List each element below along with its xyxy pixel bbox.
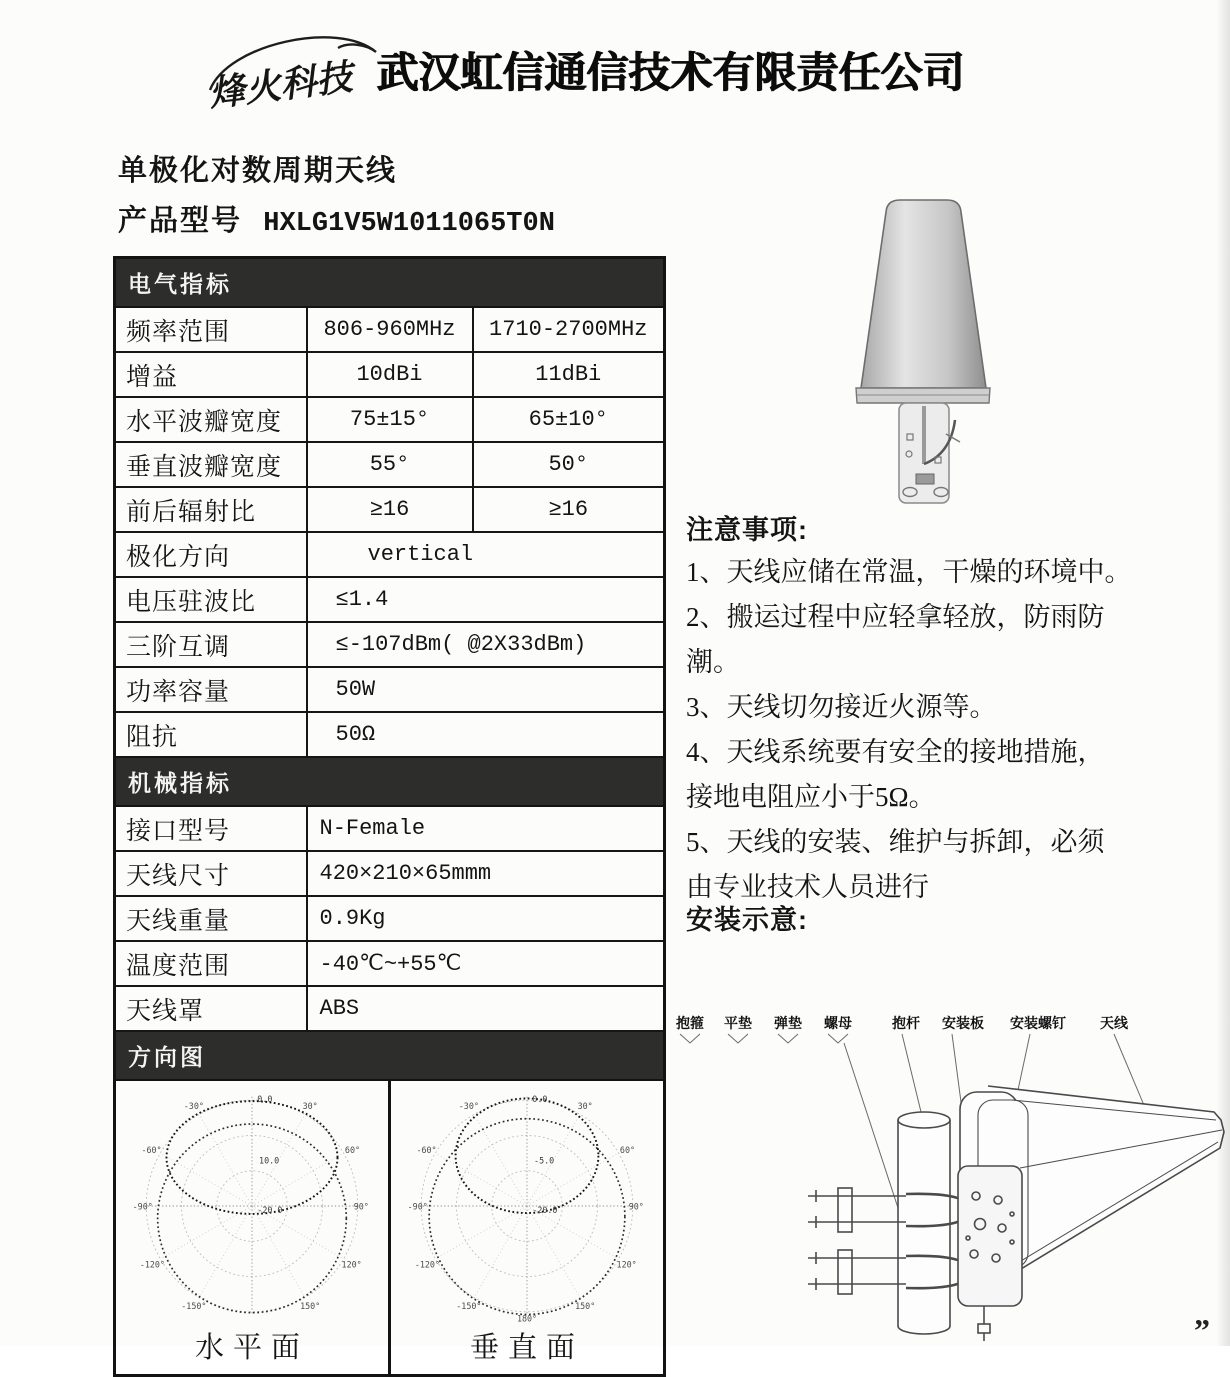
spec-label: 温度范围 xyxy=(115,941,307,986)
svg-text:抱箍: 抱箍 xyxy=(676,1017,704,1032)
svg-text:-20.0: -20.0 xyxy=(257,1205,283,1216)
scale-labels xyxy=(532,1094,557,1215)
svg-text:150°: 150° xyxy=(575,1301,596,1312)
svg-text:90°: 90° xyxy=(353,1201,369,1212)
svg-text:-30°: -30° xyxy=(458,1101,479,1112)
spec-label: 极化方向 xyxy=(115,532,307,577)
svg-text:180°: 180° xyxy=(516,1313,538,1324)
company-name: 武汉虹信通信技术有限责任公司 xyxy=(376,49,965,96)
plot-caption-horizontal: 水平面 xyxy=(195,1332,310,1364)
pattern-back-lobe xyxy=(429,1119,625,1315)
section-header-label: 电气指标 xyxy=(115,258,665,308)
svg-text:60°: 60° xyxy=(344,1145,361,1156)
spec-value: vertical xyxy=(307,532,665,577)
spec-value: ≤1.4 xyxy=(307,577,665,622)
note-line: 接地电阻应小于5Ω。 xyxy=(686,782,936,812)
spec-row-connector xyxy=(115,806,665,851)
note-line: 2、搬运过程中应轻拿轻放，防雨防 xyxy=(686,602,1105,632)
polar-plot-vertical xyxy=(388,1081,663,1374)
svg-text:-90°: -90° xyxy=(132,1201,153,1212)
spec-label: 频率范围 xyxy=(115,307,307,352)
svg-text:-30°: -30° xyxy=(183,1101,204,1112)
spec-row-fbratio xyxy=(115,487,665,532)
svg-text:90°: 90° xyxy=(628,1201,644,1212)
note-line: 5、天线的安装、维护与拆卸，必须 xyxy=(686,827,1105,857)
spec-label: 天线罩 xyxy=(115,986,307,1031)
svg-text:30°: 30° xyxy=(302,1101,318,1112)
spec-value: ≤-107dBm( @2X33dBm) xyxy=(307,622,665,667)
spec-row-temperature xyxy=(115,941,665,986)
spec-label: 功率容量 xyxy=(115,667,307,712)
spec-row-radome xyxy=(115,986,665,1031)
spec-row-gain xyxy=(115,352,665,397)
svg-text:安装螺钉: 安装螺钉 xyxy=(1010,1017,1066,1032)
svg-text:120°: 120° xyxy=(616,1259,637,1270)
spec-row-power xyxy=(115,667,665,712)
spec-row-weight xyxy=(115,896,665,941)
spec-row-impedance xyxy=(115,712,665,757)
spec-row-frequency xyxy=(115,307,665,352)
svg-text:-150°: -150° xyxy=(456,1301,482,1312)
spec-value: 65±10° xyxy=(473,397,665,442)
mounting-bracket xyxy=(899,403,960,503)
svg-text:弹垫: 弹垫 xyxy=(774,1017,802,1032)
install-labels xyxy=(675,1015,1129,1032)
spec-label: 三阶互调 xyxy=(115,622,307,667)
spec-label: 电压驻波比 xyxy=(115,577,307,622)
spec-row-vswr xyxy=(115,577,665,622)
spec-label: 天线尺寸 xyxy=(115,851,307,896)
svg-text:-90°: -90° xyxy=(407,1201,428,1212)
model-row xyxy=(118,198,555,239)
svg-text:-20.0: -20.0 xyxy=(532,1205,558,1216)
product-title: 单极化对数周期天线 xyxy=(118,155,398,187)
spec-value: 806-960MHz xyxy=(307,307,473,352)
plot-caption-vertical: 垂直面 xyxy=(470,1332,585,1364)
spec-value: 0.9Kg xyxy=(307,896,665,941)
spec-value: 50W xyxy=(307,667,665,712)
svg-text:-5.0: -5.0 xyxy=(534,1155,555,1166)
radome xyxy=(856,200,990,403)
spec-row-dimensions xyxy=(115,851,665,896)
install-diagram xyxy=(668,1008,1228,1344)
antenna-product-image xyxy=(828,182,1168,512)
spec-value: 50Ω xyxy=(307,712,665,757)
spec-value: -40℃~+55℃ xyxy=(307,941,665,986)
model-value: HXLG1V5W1011065T0N xyxy=(263,209,555,239)
svg-text:螺母: 螺母 xyxy=(824,1017,852,1032)
spec-value: 11dBi xyxy=(473,352,665,397)
svg-text:天线: 天线 xyxy=(1100,1017,1128,1032)
spec-value: 55° xyxy=(307,442,473,487)
spec-value: 420×210×65mmm xyxy=(307,851,665,896)
polar-plot-horizontal xyxy=(116,1081,388,1374)
spec-value: ABS xyxy=(307,986,665,1031)
spec-value: N-Female xyxy=(307,806,665,851)
spec-value: 1710-2700MHz xyxy=(473,307,665,352)
pattern-row xyxy=(115,1080,665,1376)
spec-value: 50° xyxy=(473,442,665,487)
svg-text:10.0: 10.0 xyxy=(259,1155,280,1166)
notes-list xyxy=(686,550,1206,910)
svg-text:30°: 30° xyxy=(577,1101,593,1112)
install-pole xyxy=(898,1112,950,1334)
scale-labels xyxy=(257,1094,282,1215)
spec-label: 垂直波瓣宽度 xyxy=(115,442,307,487)
section-header-label: 方向图 xyxy=(115,1031,665,1080)
polar-plot-vertical-svg xyxy=(408,1087,646,1325)
spec-row-polarization xyxy=(115,532,665,577)
spec-row-hbeamwidth xyxy=(115,397,665,442)
note-line: 1、天线应储在常温，干燥的环境中。 xyxy=(686,557,1132,587)
svg-text:-60°: -60° xyxy=(141,1145,162,1156)
svg-text:150°: 150° xyxy=(300,1301,321,1312)
spec-value: ≥16 xyxy=(307,487,473,532)
section-header-label: 机械指标 xyxy=(115,757,665,806)
spec-label: 天线重量 xyxy=(115,896,307,941)
install-title: 安装示意: xyxy=(686,905,808,935)
section-header-electrical xyxy=(115,258,665,308)
note-line: 4、天线系统要有安全的接地措施， xyxy=(686,737,1105,767)
svg-text:安装板: 安装板 xyxy=(942,1017,984,1032)
spec-label: 前后辐射比 xyxy=(115,487,307,532)
company-logo xyxy=(198,26,388,118)
spec-value: ≥16 xyxy=(473,487,665,532)
svg-text:-120°: -120° xyxy=(139,1259,165,1270)
svg-text:120°: 120° xyxy=(341,1259,362,1270)
spec-label: 水平波瓣宽度 xyxy=(115,397,307,442)
svg-text:平垫: 平垫 xyxy=(724,1017,752,1032)
spec-label: 阻抗 xyxy=(115,712,307,757)
note-line: 3、天线切勿接近火源等。 xyxy=(686,692,997,722)
note-line: 由专业技术人员进行 xyxy=(686,872,929,902)
spec-table xyxy=(113,256,666,1377)
logo-text: 烽火科技 xyxy=(206,56,355,115)
scan-edge-shadow xyxy=(1216,0,1230,1346)
svg-text:0.0: 0.0 xyxy=(532,1093,548,1104)
spec-label: 增益 xyxy=(115,352,307,397)
svg-text:0.0: 0.0 xyxy=(257,1093,273,1104)
spec-row-vbeamwidth xyxy=(115,442,665,487)
svg-text:-150°: -150° xyxy=(181,1301,207,1312)
spec-row-imd xyxy=(115,622,665,667)
notes-title: 注意事项: xyxy=(686,515,808,545)
pattern-plots xyxy=(116,1081,663,1374)
polar-grid xyxy=(419,1097,634,1316)
note-line: 潮。 xyxy=(686,647,740,677)
polar-plot-horizontal-svg xyxy=(133,1087,371,1325)
svg-text:-60°: -60° xyxy=(416,1145,437,1156)
install-plate xyxy=(958,1166,1022,1341)
spec-value: 75±15° xyxy=(307,397,473,442)
svg-text:-120°: -120° xyxy=(414,1259,440,1270)
section-header-mechanical xyxy=(115,757,665,806)
section-header-pattern xyxy=(115,1031,665,1080)
spec-value: 10dBi xyxy=(307,352,473,397)
svg-text:60°: 60° xyxy=(619,1145,636,1156)
spec-label: 接口型号 xyxy=(115,806,307,851)
svg-text:抱杆: 抱杆 xyxy=(892,1017,920,1032)
pattern-plots-cell xyxy=(115,1080,665,1376)
scan-artifact-mark: ” xyxy=(1194,1312,1210,1348)
model-label: 产品型号 xyxy=(118,205,243,237)
